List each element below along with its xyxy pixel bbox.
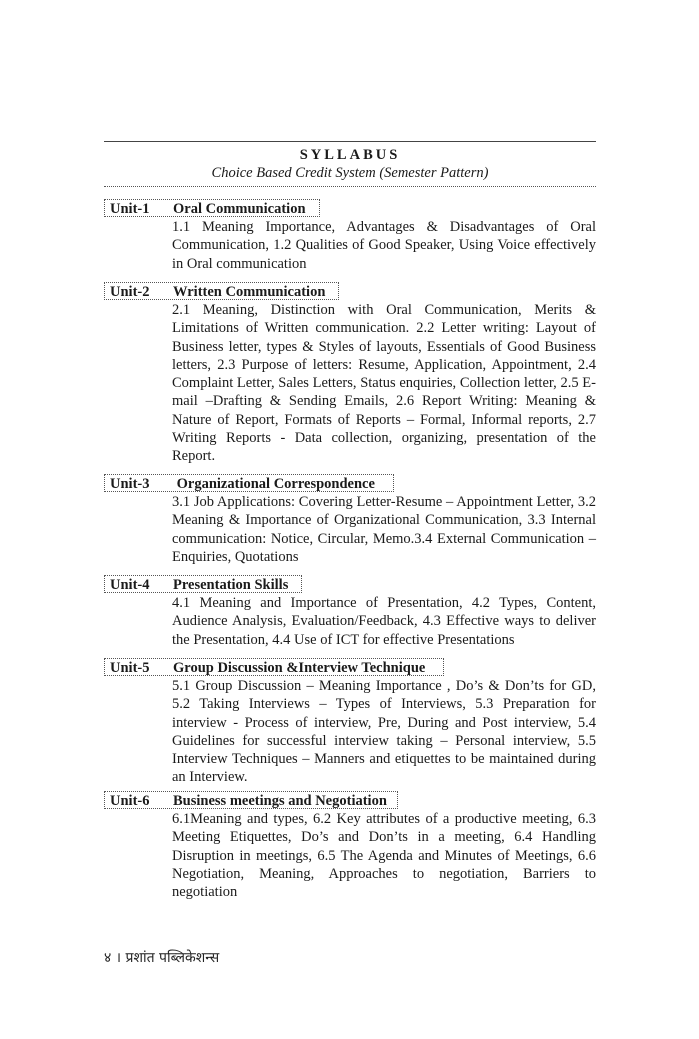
unit-number: Unit-6 bbox=[110, 793, 150, 809]
unit-description: 3.1 Job Applications: Covering Letter-Resume – Appointment Letter, 3.2 Meaning & Importance of Organizational Communication, 3.3 Internal communication: Notice, Circular, Memo.3.4 External Communication – Enquiries, Quotations bbox=[172, 494, 596, 565]
unit-title: Oral Communication bbox=[173, 201, 306, 217]
unit-heading-box bbox=[104, 474, 394, 492]
page-subtitle: Choice Based Credit System (Semester Pattern) bbox=[211, 165, 489, 181]
unit-title: Presentation Skills bbox=[173, 577, 289, 593]
top-rule bbox=[104, 141, 596, 142]
unit-heading-box bbox=[104, 199, 320, 217]
unit-number: Unit-5 bbox=[110, 660, 150, 676]
unit-description: 4.1 Meaning and Importance of Presentation, 4.2 Types, Content, Audience Analysis, Evaluation/Feedback, 4.3 Effective ways to deliver the Presentation, 4.4 Use of ICT for effective Presentations bbox=[172, 595, 596, 648]
unit-3 bbox=[104, 474, 596, 566]
unit-heading-box bbox=[104, 658, 444, 676]
page-footer: ४ । प्रशांत पब्लिकेशन्स bbox=[104, 950, 220, 966]
unit-number: Unit-3 bbox=[110, 476, 150, 492]
page-title: SYLLABUS bbox=[299, 147, 401, 163]
unit-description: 2.1 Meaning, Distinction with Oral Communication, Merits & Limitations of Written communication. 2.2 Letter writing: Layout of Business letter, types & Styles of layouts, Essentials of Good Business letters, 2.3 Purpose of letters: Resume, Application, Appointment, 2.4 Complaint Letter, Sales Letters, Status enquiries, Collection letter, 2.5 E-mail –Drafting & Sending Emails, 2.6 Report Writing: Meaning & Nature of Report, Formats of Reports – Formal, Informal reports, 2.7 Writing Reports - Data collection, organizing, presentation of the Report. bbox=[172, 302, 596, 465]
unit-4 bbox=[104, 575, 596, 649]
unit-heading-box bbox=[104, 791, 398, 809]
unit-2 bbox=[104, 282, 596, 466]
unit-6 bbox=[104, 791, 596, 901]
unit-1 bbox=[104, 199, 596, 273]
unit-description: 6.1Meaning and types, 6.2 Key attributes of a productive meeting, 6.3 Meeting Etiquettes, Do’s and Don’ts in a meeting, 6.4 Handling Disruption in meetings, 6.5 The Agenda and Minutes of Meetings, 6.6 Negotiation, Meaning, Approaches to negotiation, Barriers to negotiation bbox=[172, 811, 596, 901]
unit-title: Business meetings and Negotiation bbox=[173, 793, 387, 809]
unit-title: Group Discussion &Interview Technique bbox=[173, 660, 426, 676]
unit-heading-box bbox=[104, 282, 339, 300]
unit-number: Unit-2 bbox=[110, 284, 150, 300]
unit-number: Unit-4 bbox=[110, 577, 150, 593]
dotted-rule bbox=[104, 186, 596, 187]
unit-number: Unit-1 bbox=[110, 201, 150, 217]
unit-description: 5.1 Group Discussion – Meaning Importance , Do’s & Don’ts for GD, 5.2 Taking Interviews – Types of Interviews, 5.3 Preparation for interview - Process of interview, Pre, During and Post interview, 5.4 Guidelines for successful interview taking – Personal interview, 5.5 Interview Techniques – Manners and etiquettes to be maintained during an Interview. bbox=[172, 678, 596, 786]
unit-title: Written Communication bbox=[173, 284, 326, 300]
unit-heading-box bbox=[104, 575, 302, 593]
unit-5 bbox=[104, 658, 596, 787]
unit-description: 1.1 Meaning Importance, Advantages & Disadvantages of Oral Communication, 1.2 Qualities of Good Speaker, Using Voice effectively in Oral communication bbox=[172, 219, 596, 272]
unit-title: Organizational Correspondence bbox=[173, 476, 375, 492]
